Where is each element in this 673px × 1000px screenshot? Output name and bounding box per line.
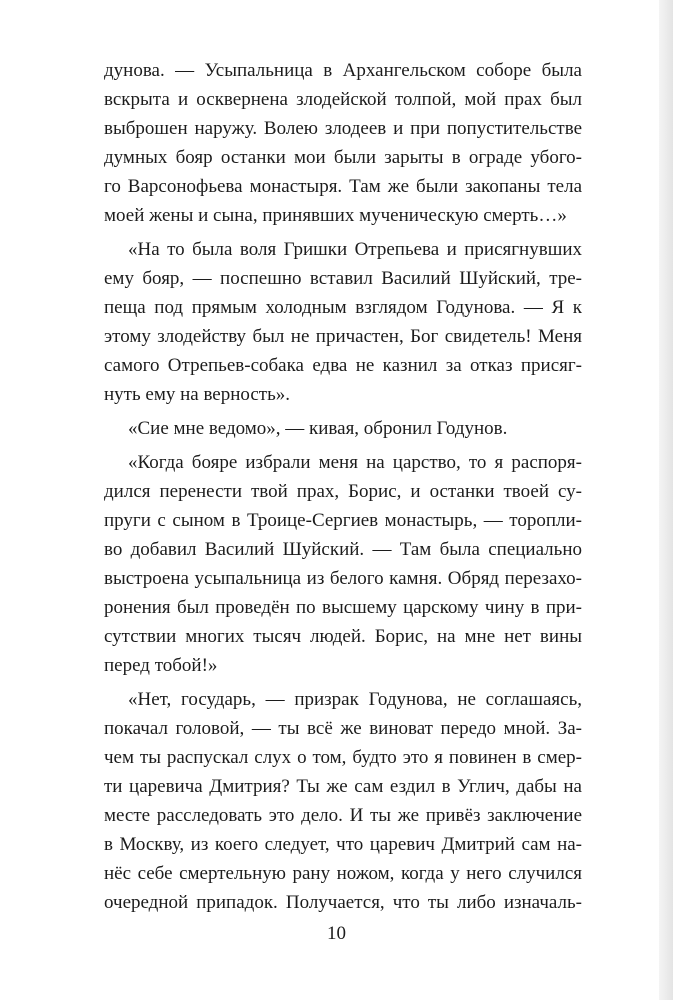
text-line: «На то была воля Гришки Отрепьева и присягнувших bbox=[128, 239, 582, 260]
text-line: думных бояр останки мои были зарыты в ограде убого- bbox=[104, 147, 582, 168]
text-line: дунова. — Усыпальница в Архангельском соборе была bbox=[104, 60, 582, 81]
text-line: самого Отрепьев-собака едва не казнил за отказ присяг- bbox=[104, 355, 582, 376]
text-line: чем ты распускал слух о том, будто это я повинен в смер- bbox=[104, 747, 582, 768]
page-edge bbox=[659, 0, 673, 1000]
text-line: го Варсонофьева монастыря. Там же были закопаны тела bbox=[104, 176, 582, 197]
text-line: вскрыта и осквернена злодейской толпой, мой прах был bbox=[104, 89, 582, 110]
text-line: месте расследовать это дело. И ты же привёз заключение bbox=[104, 805, 582, 826]
text-line: в Москву, из коего следует, что царевич Дмитрий сам на- bbox=[104, 834, 582, 855]
text-line: «Когда бояре избрали меня на царство, то я распоря- bbox=[128, 452, 582, 473]
page-number: 10 bbox=[327, 923, 346, 944]
paragraph-3 bbox=[104, 414, 582, 443]
text-line: во добавил Василий Шуйский. — Там была специально bbox=[104, 539, 582, 560]
text-line: «Сие мне ведомо», — кивая, обронил Годунов. bbox=[128, 418, 508, 439]
text-line: перед тобой!» bbox=[104, 655, 218, 676]
text-line: моей жены и сына, принявших мученическую смерть…» bbox=[104, 205, 567, 226]
text-line: очередной припадок. Получается, что ты либо изначаль- bbox=[104, 892, 582, 913]
text-line: этому злодейству был не причастен, Бог свидетель! Меня bbox=[104, 326, 582, 347]
text-line: сутствии многих тысяч людей. Борис, на мне нет вины bbox=[104, 626, 582, 647]
text-line: ти царевича Дмитрия? Ты же сам ездил в Углич, дабы на bbox=[104, 776, 582, 797]
text-line: выброшен наружу. Волею злодеев и при попустительстве bbox=[104, 118, 582, 139]
text-line: нуть ему на верность». bbox=[104, 384, 291, 405]
paragraph-5 bbox=[104, 685, 582, 917]
text-line: «Нет, государь, — призрак Годунова, не соглашаясь, bbox=[128, 689, 582, 710]
text-line: пруги с сыном в Троице-Сергиев монастырь, — торопли- bbox=[104, 510, 582, 531]
text-line: ему бояр, — поспешно вставил Василий Шуйский, тре- bbox=[104, 268, 582, 289]
text-line: дился перенести твой прах, Борис, и останки твоей су- bbox=[104, 481, 582, 502]
paragraph-2 bbox=[104, 235, 582, 409]
text-line: ронения был проведён по высшему царскому чину в при- bbox=[104, 597, 582, 618]
text-line: пеща под прямым холодным взглядом Годунова. — Я к bbox=[104, 297, 582, 318]
text-line: нёс себе смертельную рану ножом, когда у него случился bbox=[104, 863, 582, 884]
paragraph-4 bbox=[104, 448, 582, 680]
text-line: выстроена усыпальница из белого камня. Обряд перезахо- bbox=[104, 568, 582, 589]
page-text bbox=[104, 56, 582, 922]
paragraph-1 bbox=[104, 56, 582, 230]
text-line: покачал головой, — ты всё же виноват передо мной. За- bbox=[104, 718, 582, 739]
